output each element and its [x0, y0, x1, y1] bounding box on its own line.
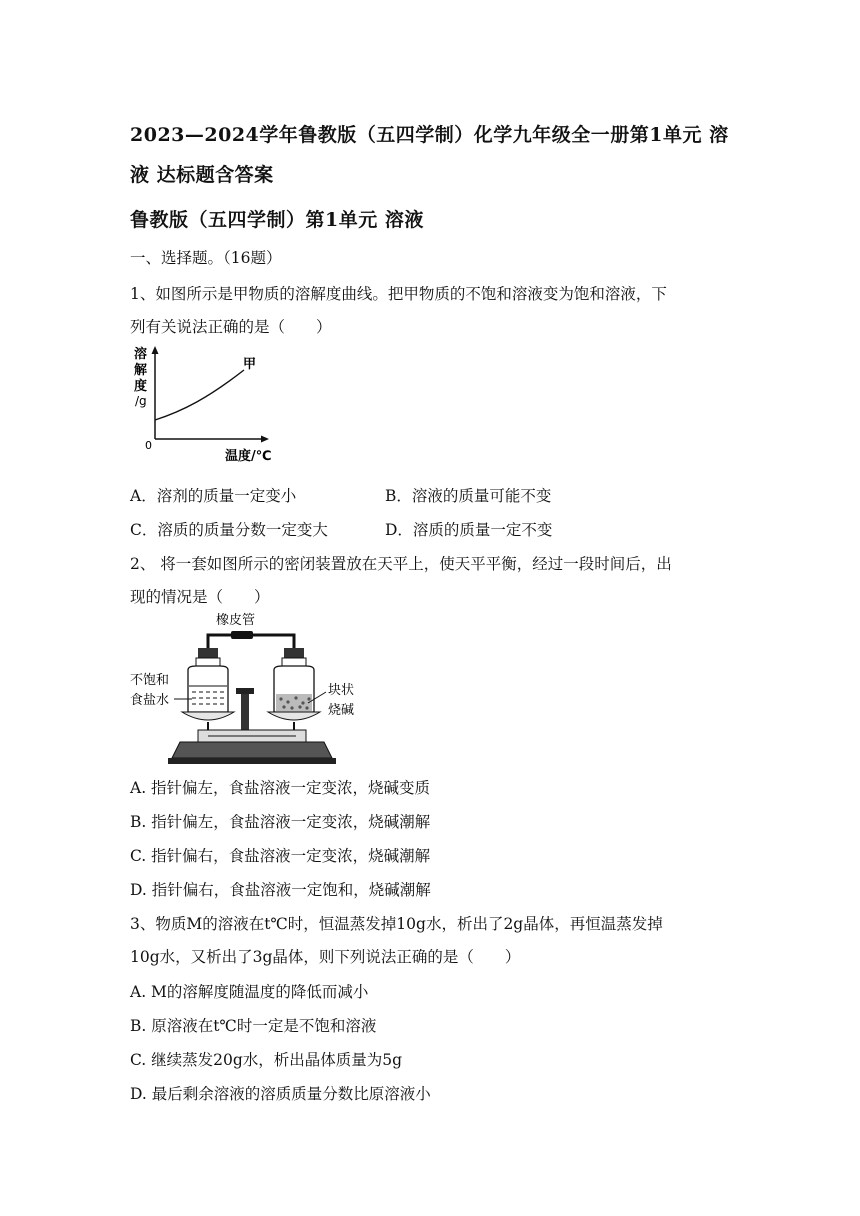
right-pan — [268, 712, 320, 720]
left-label-line2: 食盐水 — [130, 693, 170, 708]
left-bottle — [188, 666, 228, 712]
tube-label: 橡皮管 — [216, 613, 256, 628]
curve-label: 甲 — [243, 357, 257, 372]
y-label-char-1: 溶 — [134, 347, 148, 362]
right-label-line1: 块状 — [328, 683, 355, 698]
right-stopper — [284, 648, 304, 658]
q3-stem-line1: 3、物质M的溶液在t℃时，恒温蒸发掉10g水，析出了2g晶体，再恒温蒸发掉 — [130, 915, 663, 933]
q1-option-c: C．溶质的质量分数一定变大 — [130, 521, 328, 539]
q2-stem-line2: 现的情况是（ ） — [130, 588, 270, 606]
left-stopper — [198, 648, 218, 658]
x-axis-label: 温度/℃ — [225, 449, 272, 464]
left-label-line1: 不饱和 — [130, 673, 170, 688]
q2-option-d: D. 指针偏右，食盐溶液一定饱和，烧碱潮解 — [130, 881, 431, 899]
balance-base — [172, 742, 332, 758]
q2-option-b: B. 指针偏左，食盐溶液一定变浓，烧碱潮解 — [130, 813, 431, 831]
q2-option-c: C. 指针偏右，食盐溶液一定变浓，烧碱潮解 — [130, 847, 431, 865]
q3-stem-line2: 10g水，又析出了3g晶体，则下列说法正确的是（ ） — [130, 948, 521, 966]
tube-connector — [231, 631, 253, 639]
balance-apparatus-figure — [128, 608, 368, 768]
balance-pillar — [241, 694, 249, 734]
solubility-curve — [155, 370, 244, 420]
y-label-unit: /g — [135, 394, 147, 408]
q3-option-c: C. 继续蒸发20g水，析出晶体质量为5g — [130, 1051, 403, 1069]
q1-option-d: D．溶质的质量一定不变 — [385, 521, 553, 539]
q1-stem-line1: 1、如图所示是甲物质的溶解度曲线。把甲物质的不饱和溶液变为饱和溶液，下 — [130, 285, 667, 303]
q3-option-a: A. M的溶解度随温度的降低而减小 — [130, 983, 369, 1001]
q3-option-b: B. 原溶液在t℃时一定是不饱和溶液 — [130, 1017, 377, 1035]
q1-stem-line2: 列有关说法正确的是（ ） — [130, 318, 332, 336]
section-heading: 一、选择题。（16题） — [130, 249, 282, 267]
balance-foot — [168, 758, 336, 764]
y-label-char-2: 解 — [134, 363, 148, 378]
x-axis-arrow — [261, 436, 269, 443]
doc-title-line2: 液 达标题含答案 — [130, 164, 274, 186]
doc-subtitle: 鲁教版（五四学制）第1单元 溶液 — [130, 209, 424, 231]
solubility-curve-figure — [128, 343, 288, 468]
left-pan — [182, 712, 234, 720]
doc-title-line1: 2023—2024学年鲁教版（五四学制）化学九年级全一册第1单元 溶 — [130, 124, 729, 146]
q1-option-a: A．溶剂的质量一定变小 — [130, 487, 297, 505]
q2-stem-line1: 2、 将一套如图所示的密闭装置放在天平上，使天平平衡，经过一段时间后，出 — [130, 555, 672, 573]
q3-option-d: D. 最后剩余溶液的溶质质量分数比原溶液小 — [130, 1085, 431, 1103]
y-label-char-3: 度 — [134, 379, 148, 394]
q2-option-a: A. 指针偏左，食盐溶液一定变浓，烧碱变质 — [130, 779, 431, 797]
pillar-top — [236, 688, 254, 694]
right-label-line2: 烧碱 — [328, 703, 355, 718]
y-axis-arrow — [152, 346, 159, 354]
origin-label: 0 — [145, 439, 152, 452]
q1-option-b: B．溶液的质量可能不变 — [385, 487, 552, 505]
